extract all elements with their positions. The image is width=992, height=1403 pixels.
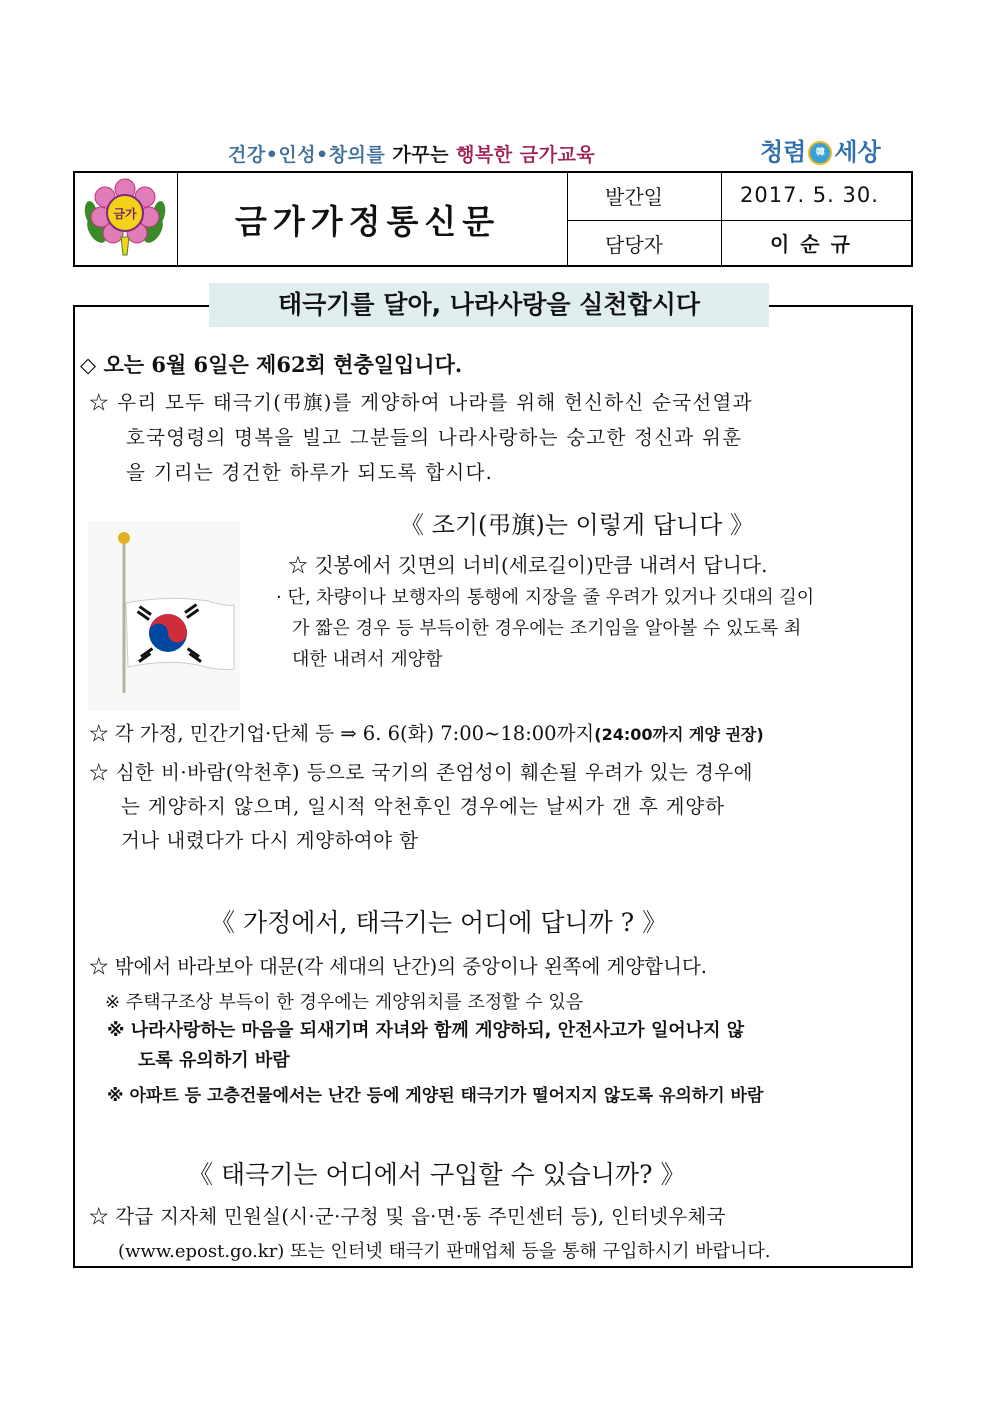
half-mast-flag-image	[88, 521, 240, 711]
weather-line-3: 거나 내렸다가 다시 게양하여야 함	[121, 829, 419, 852]
schedule-line	[89, 717, 764, 752]
slogan-part-1: 건강•인성•창의를	[228, 144, 386, 166]
section2-note-2b: 도록 유의하기 바람	[138, 1050, 290, 1071]
intro-line-2: 호국영령의 명복을 빌고 그분들의 나라사랑하는 숭고한 정신과 위훈	[126, 426, 743, 449]
date-label: 발간일	[605, 185, 663, 209]
date-value: 2017. 5. 30.	[740, 183, 879, 207]
intro-heading: ◇ 오는 6월 6일은 제62회 현충일입니다.	[80, 352, 463, 377]
section3-line-1: ☆ 각급 지자체 민원실(시·군·구청 및 읍·면·동 주민센터 등), 인터넷우체국	[89, 1205, 726, 1228]
school-emblem-icon	[79, 175, 171, 263]
section1-note-2: 가 짧은 경우 등 부득이한 경우에는 조기임을 알아볼 수 있도록 최	[292, 618, 802, 639]
banner-title: 태극기를 달아, 나라사랑을 실천합시다	[209, 283, 769, 327]
intro-line-1: ☆ 우리 모두 태극기(弔旗)를 게양하여 나라를 위해 헌신하신 순국선열과	[89, 391, 753, 414]
weather-line-2: 는 게양하지 않으며, 일시적 악천후인 경우에는 날씨가 갠 후 게양하	[121, 795, 725, 818]
section2-heading: 《 가정에서, 태극기는 어디에 답니까 ? 》	[210, 908, 668, 937]
section3-heading: 《 태극기는 어디에서 구입할 수 있습니까? 》	[188, 1160, 686, 1189]
slogan-part-3: 행복한 금가교육	[456, 144, 596, 166]
intro-line-3: 을 기리는 경건한 하루가 되도록 합시다.	[126, 461, 494, 484]
schedule-note: (24:00까지 게양 권장)	[594, 725, 764, 744]
section1-heading: 《 조기(弔旗)는 이렇게 답니다 》	[400, 511, 754, 539]
section2-main: ☆ 밖에서 바라보아 대문(각 세대의 난간)의 중앙이나 왼쪽에 게양합니다.	[89, 955, 707, 978]
section1-note-3: 대한 내려서 게양함	[292, 649, 443, 670]
brand-logo	[760, 132, 881, 167]
weather-line-1: ☆ 심한 비·바람(악천후) 등으로 국기의 존엄성이 훼손될 우려가 있는 경우에	[89, 761, 753, 784]
section2-note-2a: ※ 나라사랑하는 마음을 되새기며 자녀와 함께 게양하되, 안전사고가 일어나지 않	[107, 1020, 745, 1041]
brand-badge-icon: 韓	[808, 141, 832, 165]
section1-main: ☆ 깃봉에서 깃면의 너비(세로길이)만큼 내려서 답니다.	[288, 553, 768, 577]
section2-note-1: ※ 주택구조상 부득이 한 경우에는 게양위치를 조정할 수 있음	[105, 992, 584, 1013]
section2-note-3: ※ 아파트 등 고층건물에서는 난간 등에 게양된 태극기가 떨어지지 않도록 유의하기 바람	[107, 1086, 764, 1106]
person-value: 이 순 규	[770, 232, 852, 256]
person-label: 담당자	[605, 233, 663, 257]
section1-note-1: · 단, 차량이나 보행자의 통행에 지장을 줄 우려가 있거나 깃대의 길이	[276, 587, 815, 608]
section3-line-2: (www.epost.go.kr) 또는 인터넷 태극기 판매업체 등을 통해 구입하시기 바랍니다.	[118, 1241, 771, 1262]
slogan	[228, 140, 595, 167]
school-emblem-text: 금가	[113, 207, 137, 221]
page-title: 금가가정통신문	[235, 202, 501, 241]
brand-left: 청렴	[760, 138, 807, 166]
brand-right: 세상	[834, 138, 881, 166]
slogan-part-2: 가꾸는	[392, 144, 449, 166]
schedule-main: ☆ 각 가정, 민간기업·단체 등 ⇒ 6. 6(화) 7:00~18:00까지	[89, 722, 595, 745]
